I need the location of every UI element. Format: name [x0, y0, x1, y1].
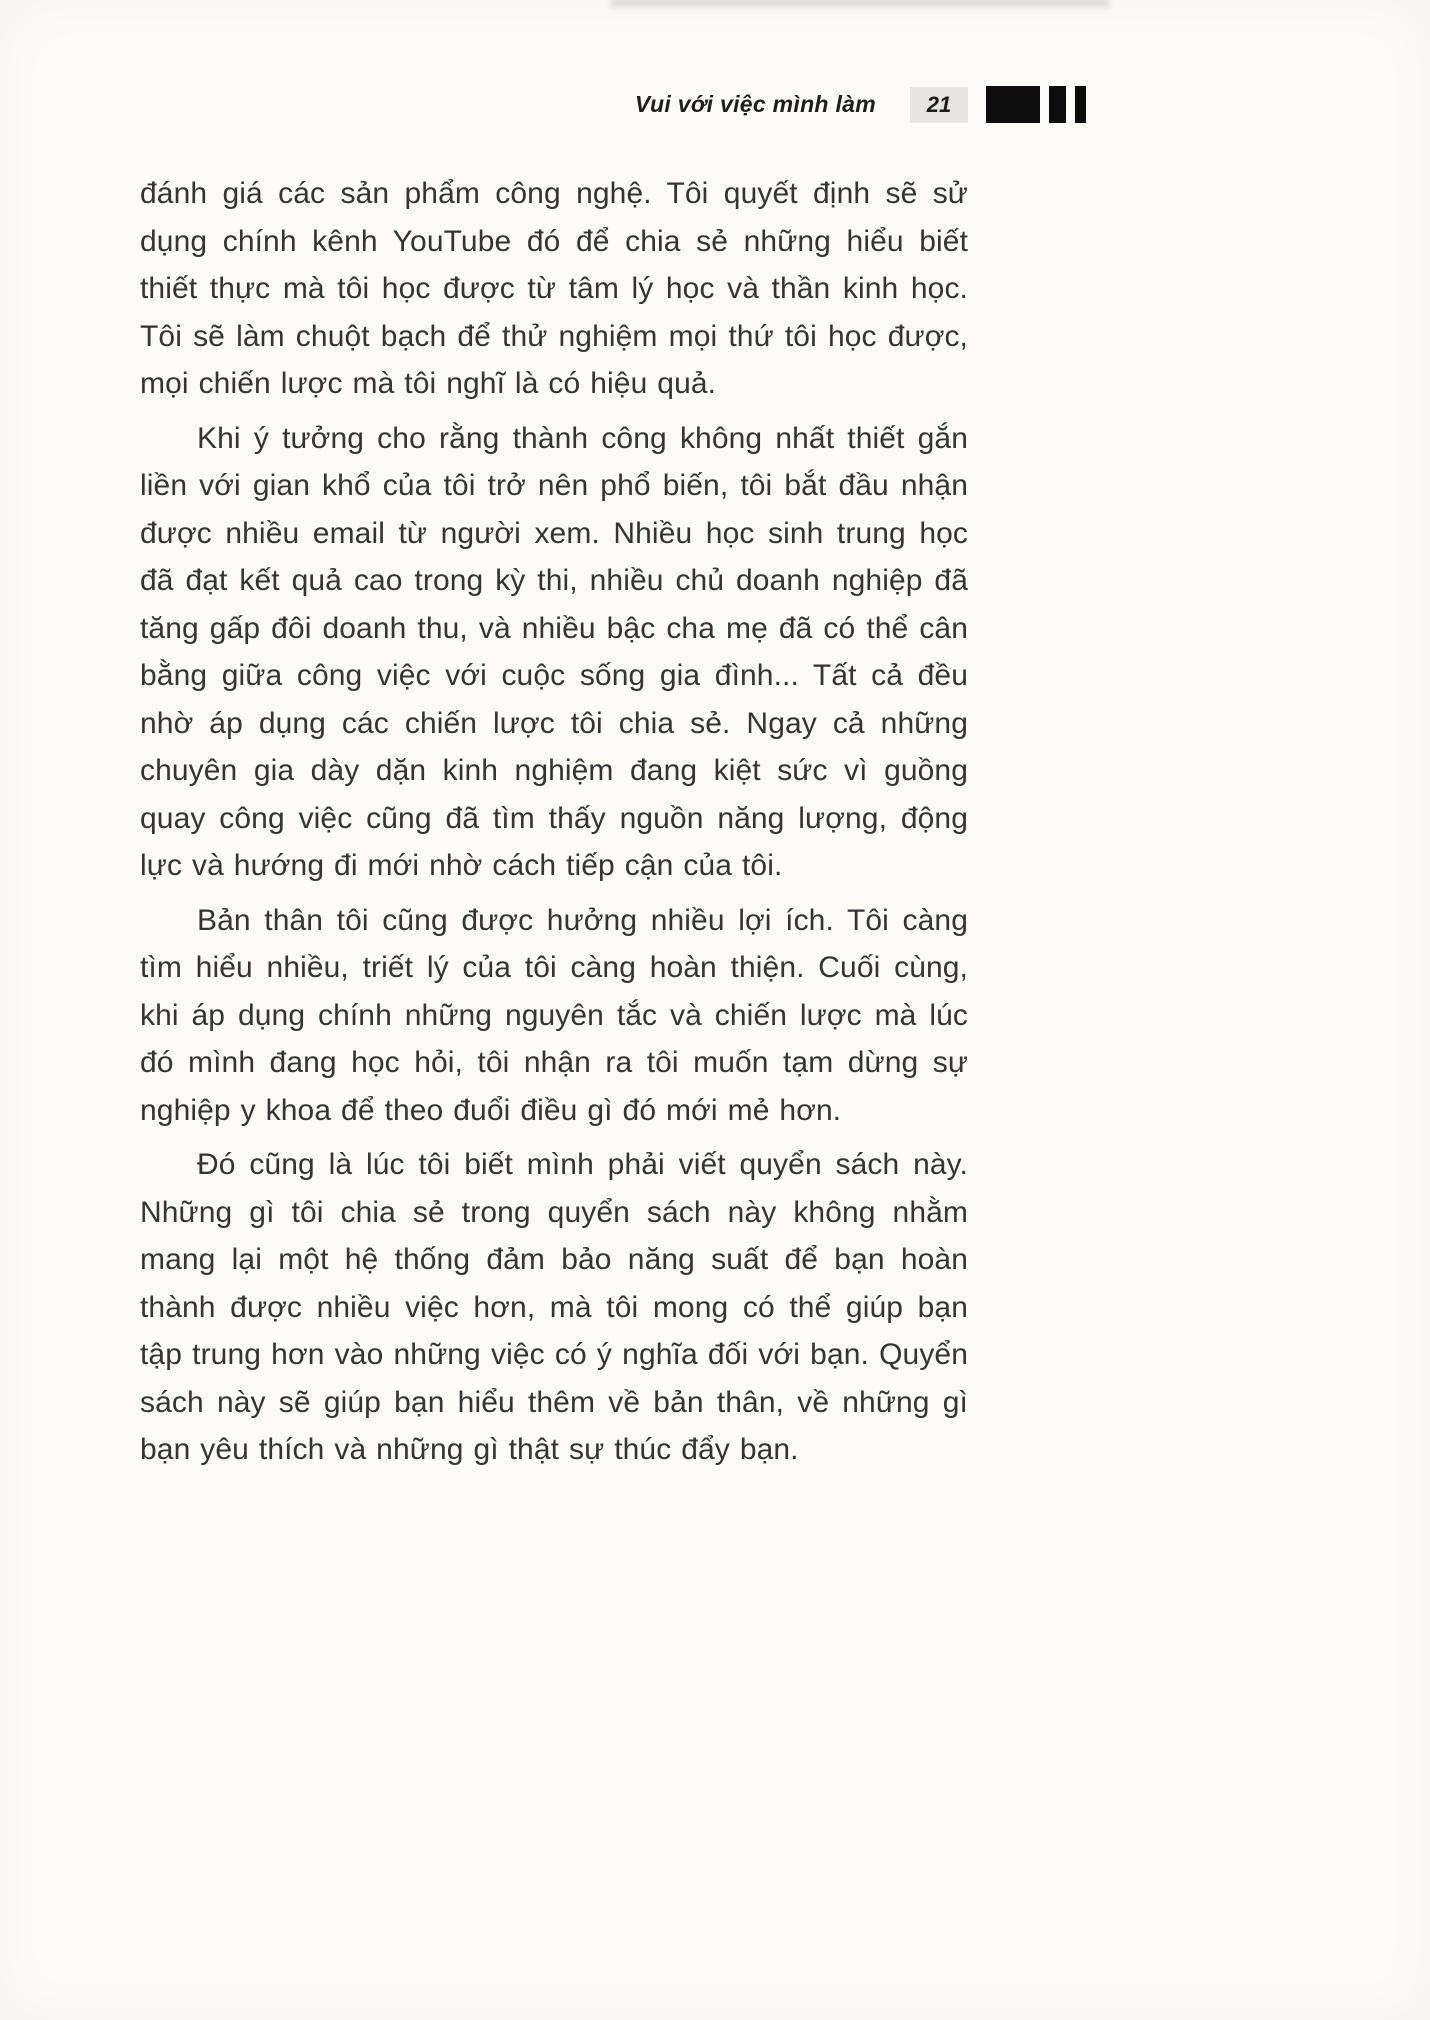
page-body — [140, 170, 968, 1481]
header-ornament-bar-1 — [1049, 86, 1066, 123]
header-ornament-bar-2 — [1075, 86, 1086, 123]
paragraph-3: Bản thân tôi cũng được hưởng nhiều lợi ích. Tôi càng tìm hiểu nhiều, triết lý của tôi càng hoàn thiện. Cuối cùng, khi áp dụng chính những nguyên tắc và chiến lược mà lúc đó mình đang học hỏi, tôi nhận ra tôi muốn tạm dừng sự nghiệp y khoa để theo đuổi điều gì đó mới mẻ hơn. — [140, 903, 968, 1127]
scan-artifact-strip — [610, 0, 1110, 10]
paragraph-4: Đó cũng là lúc tôi biết mình phải viết quyển sách này. Những gì tôi chia sẻ trong quyển sách này không nhằm mang lại một hệ thống đảm bảo năng suất để bạn hoàn thành được nhiều việc hơn, mà tôi mong có thể giúp bạn tập trung hơn vào những việc có ý nghĩa đối với bạn. Quyển sách này sẽ giúp bạn hiểu thêm về bản thân, về những gì bạn yêu thích và những gì thật sự thúc đẩy bạn. — [140, 1148, 968, 1466]
running-title: Vui với việc mình làm — [634, 91, 876, 117]
page-header — [0, 86, 1086, 123]
paragraph-1: đánh giá các sản phẩm công nghệ. Tôi quyết định sẽ sử dụng chính kênh YouTube đó để chia sẻ những hiểu biết thiết thực mà tôi học được từ tâm lý học và thần kinh học. Tôi sẽ làm chuột bạch để thử nghiệm mọi thứ tôi học được, mọi chiến lược mà tôi nghĩ là có hiệu quả. — [140, 177, 968, 400]
page-number: 21 — [910, 87, 968, 123]
paragraph-2: Khi ý tưởng cho rằng thành công không nhất thiết gắn liền với gian khổ của tôi trở nên phổ biến, tôi bắt đầu nhận được nhiều email từ người xem. Nhiều học sinh trung học đã đạt kết quả cao trong kỳ thi, nhiều chủ doanh nghiệp đã tăng gấp đôi doanh thu, và nhiều bậc cha mẹ đã có thể cân bằng giữa công việc với cuộc sống gia đình... Tất cả đều nhờ áp dụng các chiến lược tôi chia sẻ. Ngay cả những chuyên gia dày dặn kinh nghiệm đang kiệt sức vì guồng quay công việc cũng đã tìm thấy nguồn năng lượng, động lực và hướng đi mới nhờ cách tiếp cận của tôi. — [140, 421, 968, 882]
header-ornament-square — [986, 86, 1040, 123]
header-ornaments — [986, 86, 1086, 123]
